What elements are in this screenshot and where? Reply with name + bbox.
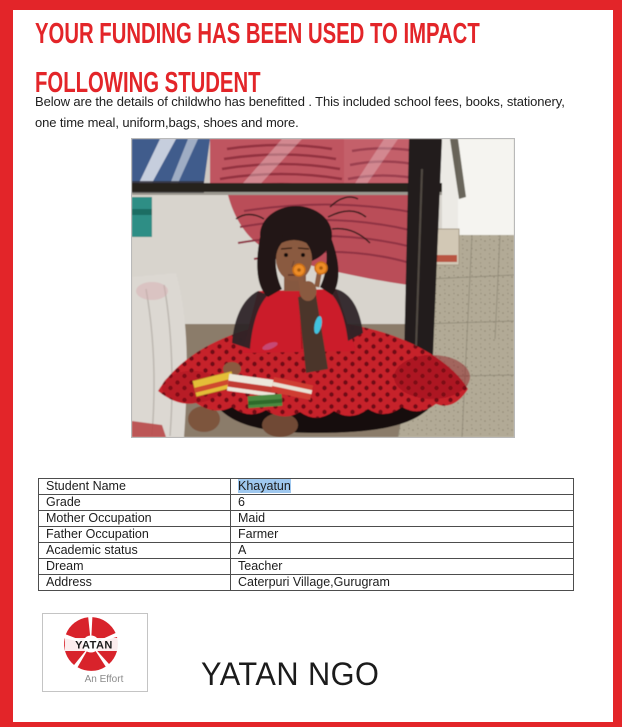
- field-label: Address: [39, 575, 231, 591]
- field-value: [231, 479, 574, 495]
- page-title-line2: FOLLOWING STUDENT: [35, 67, 261, 99]
- student-photo: [131, 138, 515, 438]
- student-details-table: [38, 478, 574, 591]
- table-row: [39, 575, 574, 591]
- student-photo-illustration: [132, 139, 514, 437]
- field-label: Father Occupation: [39, 527, 231, 543]
- field-label: Academic status: [39, 543, 231, 559]
- table-row: [39, 495, 574, 511]
- page-border-bottom: [0, 722, 622, 727]
- table-row: [39, 479, 574, 495]
- field-value: Maid: [231, 511, 574, 527]
- table-row: [39, 543, 574, 559]
- intro-text: Below are the details of childwho has benefitted . This included school fees, books, stationery, one time meal, uniform,bags, shoes and more.: [35, 94, 565, 130]
- field-value: A: [231, 543, 574, 559]
- field-value: Farmer: [231, 527, 574, 543]
- page-border-left: [0, 0, 13, 727]
- field-label: Student Name: [39, 479, 231, 495]
- field-value: Caterpuri Village,Gurugram: [231, 575, 574, 591]
- table-row: [39, 559, 574, 575]
- logo-tagline: An Effort: [84, 674, 124, 685]
- field-label: Dream: [39, 559, 231, 575]
- field-value: Teacher: [231, 559, 574, 575]
- table-row: [39, 527, 574, 543]
- org-name: YATAN NGO: [201, 656, 380, 692]
- selected-text-highlight: Khayatun: [238, 479, 291, 493]
- page-title-line1: YOUR FUNDING HAS BEEN USED TO IMPACT: [35, 18, 480, 50]
- field-value: 6: [231, 495, 574, 511]
- table-row: [39, 511, 574, 527]
- yatan-logo: [42, 613, 148, 692]
- page-border-top: [0, 0, 622, 10]
- page-border-right: [613, 0, 622, 727]
- yatan-logo-icon: [43, 614, 147, 674]
- field-label: Mother Occupation: [39, 511, 231, 527]
- logo-text: YATAN: [75, 639, 113, 652]
- field-label: Grade: [39, 495, 231, 511]
